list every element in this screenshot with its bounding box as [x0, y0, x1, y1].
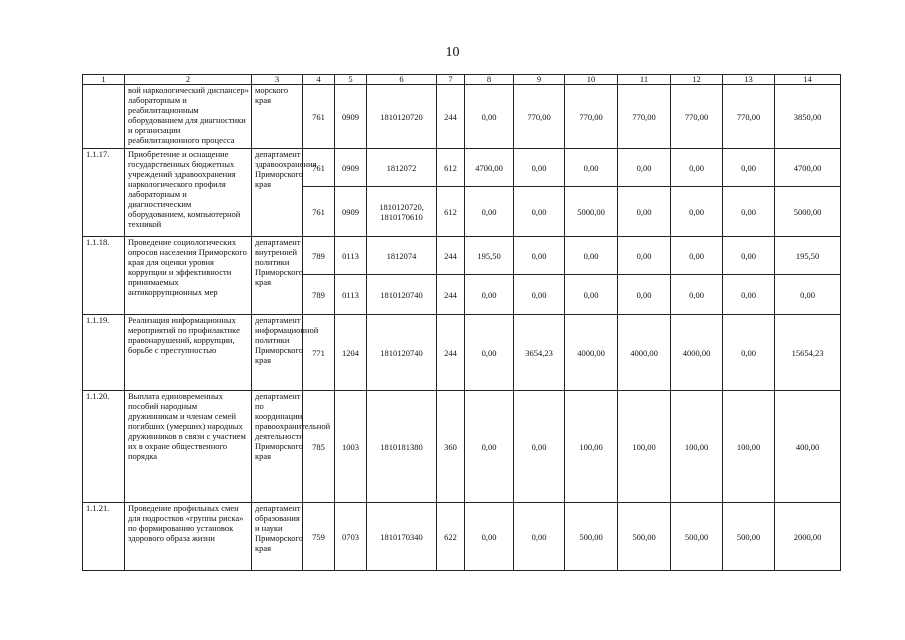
- table-cell: 5000,00: [775, 187, 841, 237]
- table-cell: 771: [303, 315, 335, 391]
- item-code: 1.1.20.: [83, 391, 125, 503]
- table-cell: 4000,00: [618, 315, 671, 391]
- item-code: 1.1.21.: [83, 503, 125, 571]
- header-cell: 7: [437, 75, 465, 85]
- table-cell: 3850,00: [775, 85, 841, 149]
- table-cell: 0,00: [514, 391, 565, 503]
- table-cell: 244: [437, 85, 465, 149]
- table-cell: 770,00: [565, 85, 618, 149]
- table-cell: 500,00: [671, 503, 723, 571]
- table-cell: 770,00: [514, 85, 565, 149]
- table-cell: 500,00: [565, 503, 618, 571]
- item-name: Выплата единовременных пособий народным дружинникам и членам семей погибших (умерших) народных дружинников в связи с участием их в охране общественного порядка: [125, 391, 252, 503]
- table-cell: 500,00: [618, 503, 671, 571]
- table-cell: 1003: [335, 391, 367, 503]
- item-department: департамент информационной политики Приморского края: [252, 315, 303, 391]
- table-cell: 15654,23: [775, 315, 841, 391]
- header-cell: 4: [303, 75, 335, 85]
- table-cell: 100,00: [671, 391, 723, 503]
- table-cell: 0,00: [671, 275, 723, 315]
- table-row: [83, 237, 841, 275]
- table-cell: 360: [437, 391, 465, 503]
- table-cell: 0,00: [723, 187, 775, 237]
- table-cell: 0,00: [618, 275, 671, 315]
- table-cell: 0,00: [465, 275, 514, 315]
- table-cell: 244: [437, 315, 465, 391]
- table-cell: 622: [437, 503, 465, 571]
- table-cell: 1810181380: [367, 391, 437, 503]
- table-cell: 2000,00: [775, 503, 841, 571]
- table-cell: 770,00: [723, 85, 775, 149]
- table-cell: 0,00: [514, 275, 565, 315]
- table-cell: 0,00: [465, 315, 514, 391]
- table-cell: 0113: [335, 237, 367, 275]
- table-cell: 0,00: [618, 149, 671, 187]
- table-cell: 0,00: [465, 503, 514, 571]
- table-row: [83, 85, 841, 149]
- table-cell: 0,00: [514, 149, 565, 187]
- header-cell: 11: [618, 75, 671, 85]
- table-cell: 500,00: [723, 503, 775, 571]
- table-cell: 100,00: [565, 391, 618, 503]
- table-cell: 0,00: [723, 315, 775, 391]
- table-cell: 195,50: [775, 237, 841, 275]
- item-name: Приобретение и оснащение государственных бюджетных учреждений здравоохранения наркологического профиля лабораторным и диагностическим оборудованием, компьютерной техникой: [125, 149, 252, 237]
- table-cell: 759: [303, 503, 335, 571]
- table-cell: 1810120740: [367, 275, 437, 315]
- table-cell: 1810120720, 1810170610: [367, 187, 437, 237]
- table-cell: 0,00: [514, 503, 565, 571]
- table-cell: 4000,00: [565, 315, 618, 391]
- table-cell: 0,00: [775, 275, 841, 315]
- table-cell: 3654,23: [514, 315, 565, 391]
- table-cell: 0,00: [514, 237, 565, 275]
- table-cell: 0,00: [618, 237, 671, 275]
- table-cell: 244: [437, 275, 465, 315]
- table-cell: 0113: [335, 275, 367, 315]
- table-row: [83, 391, 841, 503]
- table-row: [83, 149, 841, 187]
- header-cell: 14: [775, 75, 841, 85]
- table-row: [83, 503, 841, 571]
- table-cell: 770,00: [671, 85, 723, 149]
- table-cell: 4700,00: [775, 149, 841, 187]
- table-cell: 1812074: [367, 237, 437, 275]
- header-cell: 8: [465, 75, 514, 85]
- table-cell: 0,00: [723, 237, 775, 275]
- table-cell: 1810120740: [367, 315, 437, 391]
- table-cell: 0,00: [565, 275, 618, 315]
- table-cell: 0,00: [671, 237, 723, 275]
- table-cell: 785: [303, 391, 335, 503]
- table-cell: 100,00: [618, 391, 671, 503]
- item-department: департамент по координации правоохранительной деятельности Приморского края: [252, 391, 303, 503]
- table-cell: 4700,00: [465, 149, 514, 187]
- header-cell: 3: [252, 75, 303, 85]
- item-department: департамент здравоохранения Приморского края: [252, 149, 303, 237]
- item-name: Проведение профильных смен для подростков «группы риска» по формированию установок здорового образа жизни: [125, 503, 252, 571]
- header-cell: 12: [671, 75, 723, 85]
- table-cell: 195,50: [465, 237, 514, 275]
- table-cell: 0,00: [514, 187, 565, 237]
- table-cell: 400,00: [775, 391, 841, 503]
- table-cell: 761: [303, 187, 335, 237]
- table-cell: 1812072: [367, 149, 437, 187]
- item-department: департамент внутренней политики Приморского края: [252, 237, 303, 315]
- table-cell: 0,00: [565, 237, 618, 275]
- table-row: [83, 315, 841, 391]
- table-cell: 1810170340: [367, 503, 437, 571]
- table-cell: 0,00: [465, 85, 514, 149]
- header-cell: 5: [335, 75, 367, 85]
- table-cell: 0,00: [671, 187, 723, 237]
- item-name: вой наркологический диспансер» лабораторным и реабилитационным оборудованием для диагностики и организации реабилитационного процесса: [125, 85, 252, 149]
- table-cell: 612: [437, 187, 465, 237]
- table-cell: 1810120720: [367, 85, 437, 149]
- table-cell: 0,00: [565, 149, 618, 187]
- table-cell: 761: [303, 85, 335, 149]
- item-department: морского края: [252, 85, 303, 149]
- table-cell: 5000,00: [565, 187, 618, 237]
- item-code: 1.1.18.: [83, 237, 125, 315]
- header-cell: 1: [83, 75, 125, 85]
- table-cell: 789: [303, 275, 335, 315]
- table-cell: 612: [437, 149, 465, 187]
- page-number: 10: [445, 45, 460, 60]
- table-cell: 0,00: [723, 149, 775, 187]
- item-name: Реализация информационных мероприятий по профилактике правонарушений, коррупции, борьбе с преступностью: [125, 315, 252, 391]
- table-cell: 789: [303, 237, 335, 275]
- header-cell: 13: [723, 75, 775, 85]
- table-cell: 770,00: [618, 85, 671, 149]
- item-code: 1.1.17.: [83, 149, 125, 237]
- table-cell: 0,00: [465, 187, 514, 237]
- table-cell: 1204: [335, 315, 367, 391]
- header-row: [83, 75, 841, 85]
- table-cell: 0,00: [723, 275, 775, 315]
- table-cell: 244: [437, 237, 465, 275]
- table-cell: 0909: [335, 187, 367, 237]
- item-code: [83, 85, 125, 149]
- header-cell: 6: [367, 75, 437, 85]
- table-cell: 100,00: [723, 391, 775, 503]
- header-cell: 9: [514, 75, 565, 85]
- table-cell: 761: [303, 149, 335, 187]
- item-code: 1.1.19.: [83, 315, 125, 391]
- table-cell: 0909: [335, 85, 367, 149]
- table-cell: 0909: [335, 149, 367, 187]
- header-cell: 10: [565, 75, 618, 85]
- item-department: департамент образования и науки Приморского края: [252, 503, 303, 571]
- table-cell: 0,00: [671, 149, 723, 187]
- table-cell: 0703: [335, 503, 367, 571]
- table-cell: 4000,00: [671, 315, 723, 391]
- table-cell: 0,00: [465, 391, 514, 503]
- item-name: Проведение социологических опросов населения Приморского края для оценки уровня коррупции и эффективности принимаемых антикоррупционных мер: [125, 237, 252, 315]
- table-cell: 0,00: [618, 187, 671, 237]
- budget-table: [82, 74, 841, 571]
- header-cell: 2: [125, 75, 252, 85]
